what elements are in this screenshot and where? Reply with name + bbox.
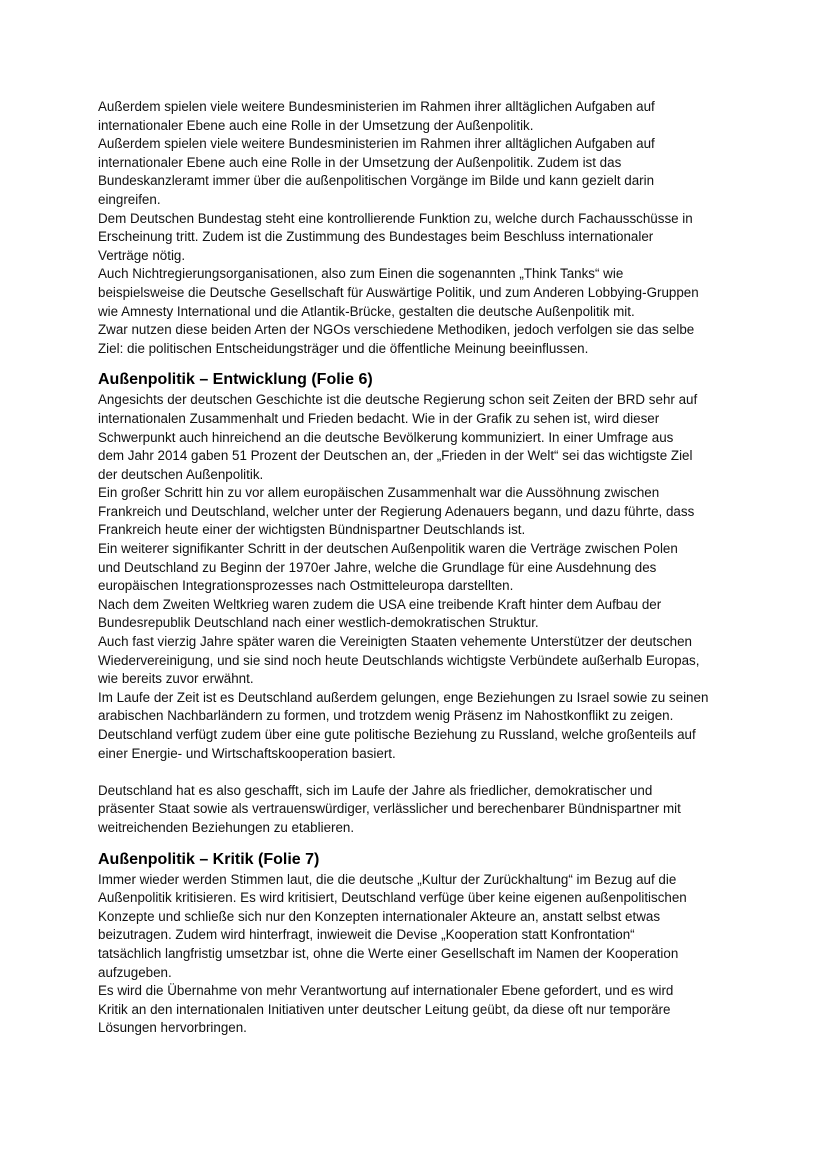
text-line: eingreifen. bbox=[98, 191, 161, 207]
text-line: internationalen Zusammenhalt und Frieden bedacht. Wie in der Grafik zu sehen ist, wird dieser bbox=[98, 410, 660, 426]
text-line: Außenpolitik kritisieren. Es wird kritisiert, Deutschland verfüge über keine eigenen außenpolitischen bbox=[98, 890, 687, 906]
text-line: Es wird die Übernahme von mehr Verantwortung auf internationaler Ebene gefordert, und es wird bbox=[98, 983, 674, 999]
text-line: Konzepte und schließe sich nur den Konzepten internationaler Akteure an, anstatt selbst etwas bbox=[98, 908, 661, 924]
text-line: tatsächlich langfristig umsetzbar ist, ohne die Werte einer Gesellschaft im Namen der Kooperation bbox=[98, 945, 679, 961]
text-line: Auch Nichtregierungsorganisationen, also zum Einen die sogenannten „Think Tanks“ wie bbox=[98, 266, 624, 282]
text-line: beizutragen. Zudem wird hinterfragt, inwieweit die Devise „Kooperation statt Konfrontation“ bbox=[98, 927, 635, 943]
development-section bbox=[98, 370, 738, 837]
text-line: weitreichenden Beziehungen zu etablieren. bbox=[98, 819, 355, 835]
text-line: Frankreich heute einer der wichtigsten Bündnispartner Deutschlands ist. bbox=[98, 522, 526, 538]
text-line: beispielsweise die Deutsche Gesellschaft für Auswärtige Politik, und zum Anderen Lobbying-Gruppen bbox=[98, 284, 699, 300]
text-line: arabischen Nachbarländern zu formen, und trotzdem wenig Präsenz im Nahostkonflikt zu zeigen. bbox=[98, 708, 674, 724]
text-line: Bundesrepublik Deutschland nach einer westlich-demokratischen Struktur. bbox=[98, 615, 539, 631]
text-line: Immer wieder werden Stimmen laut, die die deutsche „Kultur der Zurückhaltung“ im Bezug auf die bbox=[98, 871, 677, 887]
intro-section bbox=[98, 98, 738, 358]
text-line: dem Jahr 2014 gaben 51 Prozent der Deutschen an, der „Frieden in der Welt“ sei das wichtigste Ziel bbox=[98, 448, 693, 464]
text-line: Im Laufe der Zeit ist es Deutschland außerdem gelungen, enge Beziehungen zu Israel sowie zu seinen bbox=[98, 689, 709, 705]
text-line: Nach dem Zweiten Weltkrieg waren zudem die USA eine treibende Kraft hinter dem Aufbau der bbox=[98, 596, 662, 612]
text-line: aufzugeben. bbox=[98, 964, 172, 980]
text-line: Außerdem spielen viele weitere Bundesministerien im Rahmen ihrer alltäglichen Aufgaben auf bbox=[98, 136, 655, 152]
text-line: wie bereits zuvor erwähnt. bbox=[98, 671, 254, 687]
text-line: internationaler Ebene auch eine Rolle in der Umsetzung der Außenpolitik. Zudem ist das bbox=[98, 154, 622, 170]
section-heading-development: Außenpolitik – Entwicklung (Folie 6) bbox=[98, 371, 373, 389]
document-page bbox=[98, 98, 738, 1038]
text-line: Erscheinung tritt. Zudem ist die Zustimmung des Bundestages beim Beschluss internationaler bbox=[98, 229, 654, 245]
text-line: präsenter Staat sowie als vertrauenswürdiger, verlässlicher und berechenbarer Bündnispartner mit bbox=[98, 801, 681, 817]
text-line: Auch fast vierzig Jahre später waren die Vereinigten Staaten vehemente Unterstützer der deutschen bbox=[98, 634, 692, 650]
text-line: Außerdem spielen viele weitere Bundesministerien im Rahmen ihrer alltäglichen Aufgaben auf bbox=[98, 99, 655, 114]
text-line: Ziel: die politischen Entscheidungsträger und die öffentliche Meinung beeinflussen. bbox=[98, 340, 589, 356]
text-line: internationaler Ebene auch eine Rolle in der Umsetzung der Außenpolitik. bbox=[98, 117, 534, 133]
text-line: Kritik an den internationalen Initiativen unter deutscher Leitung geübt, da diese oft nur temporäre bbox=[98, 1001, 671, 1017]
text-line: europäischen Integrationsprozesses nach Ostmitteleuropa darstellten. bbox=[98, 578, 514, 594]
text-line: Dem Deutschen Bundestag steht eine kontrollierende Funktion zu, welche durch Fachausschüsse in bbox=[98, 210, 693, 226]
section-heading-criticism: Außenpolitik – Kritik (Folie 7) bbox=[98, 850, 320, 868]
text-line: Lösungen hervorbringen. bbox=[98, 1020, 247, 1036]
paragraph-spacer bbox=[98, 763, 738, 782]
text-line: der deutschen Außenpolitik. bbox=[98, 466, 264, 482]
text-line: Schwerpunkt auch hinreichend an die deutsche Bevölkerung kommuniziert. In einer Umfrage aus bbox=[98, 429, 674, 445]
text-line: Frankreich und Deutschland, welcher unter der Regierung Adenauers begann, und dazu führte, dass bbox=[98, 503, 695, 519]
text-line: Ein großer Schritt hin zu vor allem europäischen Zusammenhalt war die Aussöhnung zwischen bbox=[98, 485, 660, 501]
text-line: Wiedervereinigung, und sie sind noch heute Deutschlands wichtigste Verbündete außerhalb Europas, bbox=[98, 652, 700, 668]
text-line: Deutschland hat es also geschafft, sich im Laufe der Jahre als friedlicher, demokratischer und bbox=[98, 782, 653, 798]
text-line: Zwar nutzen diese beiden Arten der NGOs verschiedene Methodiken, jedoch verfolgen sie das selbe bbox=[98, 322, 695, 338]
text-line: einer Energie- und Wirtschaftskooperation basiert. bbox=[98, 745, 396, 761]
text-line: Deutschland verfügt zudem über eine gute politische Beziehung zu Russland, welche großenteils auf bbox=[98, 727, 696, 742]
text-line: und Deutschland zu Beginn der 1970er Jahre, welche die Grundlage für eine Ausdehnung des bbox=[98, 559, 657, 575]
text-line: Bundeskanzleramt immer über die außenpolitischen Vorgänge im Bilde und kann gezielt darin bbox=[98, 173, 655, 189]
text-line: Ein weiterer signifikanter Schritt in der deutschen Außenpolitik waren die Verträge zwischen Polen bbox=[98, 541, 678, 557]
text-line: wie Amnesty International und die Atlantik-Brücke, gestalten die deutsche Außenpolitik mit. bbox=[98, 303, 635, 319]
text-line: Verträge nötig. bbox=[98, 247, 186, 263]
criticism-section bbox=[98, 850, 738, 1038]
text-line: Angesichts der deutschen Geschichte ist die deutsche Regierung schon seit Zeiten der BRD sehr auf bbox=[98, 392, 698, 408]
